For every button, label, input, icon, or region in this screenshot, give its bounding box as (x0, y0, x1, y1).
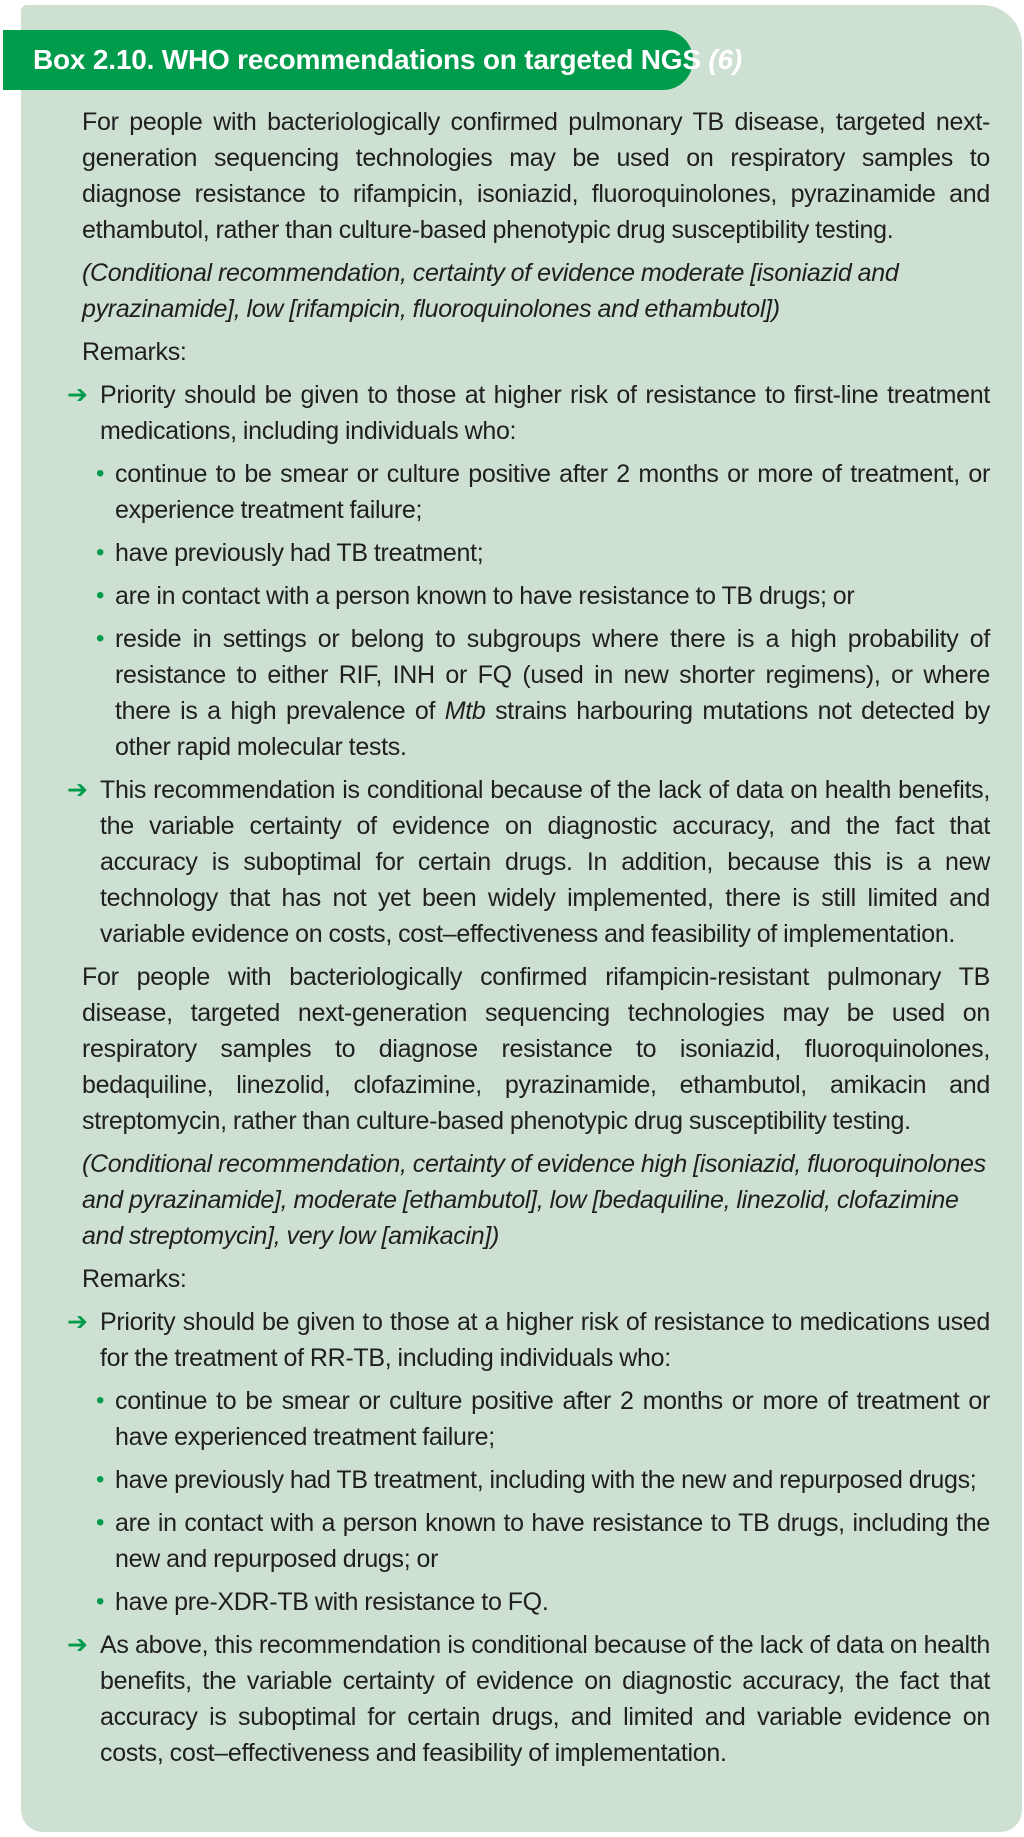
bullet-item (96, 621, 990, 765)
box-title-text: Box 2.10. WHO recommendations on targeted NGS (33, 44, 709, 75)
recommendation-box (21, 5, 1022, 1832)
remarks-label-2: Remarks: (82, 1265, 187, 1293)
remark-text: Priority should be given to those at higher risk of resistance to first-line treatment medications, including individuals who: (100, 381, 990, 445)
remark-text: This recommendation is conditional because of the lack of data on health benefits, the variable certainty of evidence on diagnostic accuracy, and the fact that accuracy is suboptimal for certain drugs. In addition, because this is a new technology that has not yet been widely implemented, there is still limited and variable evidence on costs, cost–effectiveness and feasibility of implementation. (100, 776, 990, 948)
bullet-dot-icon: • (96, 625, 105, 652)
remark-item (67, 772, 990, 952)
bullet-dot-icon: • (96, 1387, 105, 1414)
bullet-item (96, 1505, 990, 1577)
bullet-text: have previously had TB treatment, including with the new and repurposed drugs; (115, 1466, 977, 1494)
bullet-text-pre: reside in settings or belong to subgroups where there is a high probability of resistance to either RIF, INH or FQ (used in new shorter regimens), or where there is a high prevalence of (115, 625, 990, 725)
bullet-item (96, 1462, 990, 1498)
arrow-bullet-icon: ➔ (67, 775, 88, 804)
bullet-dot-icon: • (96, 1466, 105, 1493)
remark-text: Priority should be given to those at a higher risk of resistance to medications used for the treatment of RR-TB, including individuals who: (100, 1308, 990, 1372)
remark-item (67, 1627, 990, 1771)
evidence-note-1: (Conditional recommendation, certainty of evidence moderate [isoniazid and pyrazinamide], low [rifampicin, fluoroquinolones and ethambutol]) (82, 259, 899, 323)
box-content (21, 5, 1022, 1832)
bullet-text: continue to be smear or culture positive after 2 months or more of treatment or have experienced treatment failure; (115, 1387, 990, 1451)
bullet-item (96, 1383, 990, 1455)
bullet-text: are in contact with a person known to have resistance to TB drugs, including the new and repurposed drugs; or (115, 1509, 990, 1573)
arrow-bullet-icon: ➔ (67, 1307, 88, 1336)
remarks-label-1: Remarks: (82, 338, 187, 366)
recommendation-statement-2: For people with bacteriologically confirmed rifampicin-resistant pulmonary TB disease, targeted next-generation sequencing technologies may be used on respiratory samples to diagnose resistance to isoniazid, fluoroquinolones, bedaquiline, linezolid, clofazimine, pyrazinamide, ethambutol, amikacin and streptomycin, rather than culture-based phenotypic drug susceptibility testing. (82, 963, 990, 1135)
bullet-text: are in contact with a person known to have resistance to TB drugs; or (115, 582, 855, 610)
recommendation-statement-1: For people with bacteriologically confirmed pulmonary TB disease, targeted next-generation sequencing technologies may be used on respiratory samples to diagnose resistance to rifampicin, isoniazid, fluoroquinolones, pyrazinamide and ethambutol, rather than culture-based phenotypic drug susceptibility testing. (82, 108, 990, 244)
bullet-text: have previously had TB treatment; (115, 539, 484, 567)
bullet-dot-icon: • (96, 582, 105, 609)
bullet-text-post: strains harbouring mutations not detected by other rapid molecular tests. (115, 697, 990, 761)
bullet-text (115, 621, 990, 765)
remark-item (67, 1304, 990, 1376)
arrow-bullet-icon: ➔ (67, 380, 88, 409)
remark-text: As above, this recommendation is conditional because of the lack of data on health benefits, the variable certainty of evidence on diagnostic accuracy, the fact that accuracy is suboptimal for certain drugs, and limited and variable evidence on costs, cost–effectiveness and feasibility of implementation. (100, 1631, 990, 1767)
bullet-dot-icon: • (96, 1509, 105, 1536)
bullet-dot-icon: • (96, 539, 105, 566)
bullet-item (96, 456, 990, 528)
bullet-item (96, 535, 990, 571)
bullet-dot-icon: • (96, 460, 105, 487)
box-title-reference: (6) (708, 44, 743, 75)
bullet-item (96, 1584, 990, 1620)
remark-item (67, 377, 990, 449)
arrow-bullet-icon: ➔ (67, 1630, 88, 1659)
bullet-text: have pre-XDR-TB with resistance to FQ. (115, 1588, 549, 1616)
bullet-item (96, 578, 990, 614)
box-title (33, 44, 742, 76)
bullet-dot-icon: • (96, 1588, 105, 1615)
mtb-italic: Mtb (444, 697, 486, 725)
bullet-text: continue to be smear or culture positive after 2 months or more of treatment, or experience treatment failure; (115, 460, 990, 524)
box-header (3, 30, 743, 90)
evidence-note-2: (Conditional recommendation, certainty of evidence high [isoniazid, fluoroquinolones and pyrazinamide], moderate [ethambutol], low [bedaquiline, linezolid, clofazimine and streptomycin], very low [amikacin]) (82, 1150, 986, 1250)
